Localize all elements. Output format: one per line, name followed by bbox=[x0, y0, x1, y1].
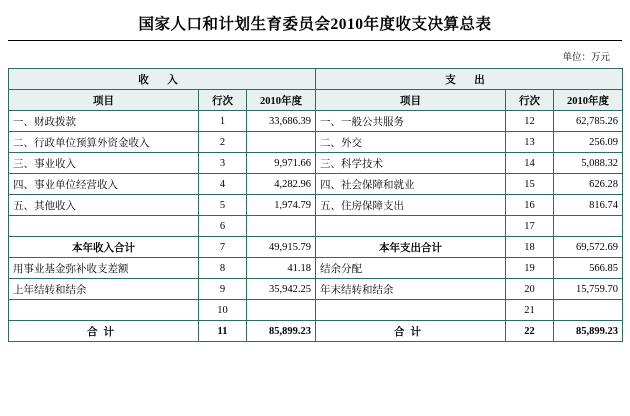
cell-rowno-left: 4 bbox=[199, 174, 247, 195]
cell-amount-left: 35,942.25 bbox=[247, 279, 316, 300]
group-header-income: 收 入 bbox=[9, 69, 316, 90]
cell-rowno-left: 7 bbox=[199, 237, 247, 258]
cell-item-left: 上年结转和结余 bbox=[9, 279, 199, 300]
cell-item-right: 一、一般公共服务 bbox=[316, 111, 506, 132]
table-group-header-row bbox=[9, 69, 623, 90]
page-title: 国家人口和计划生育委员会2010年度收支决算总表 bbox=[138, 16, 492, 33]
cell-rowno-left: 5 bbox=[199, 195, 247, 216]
column-header-rowno-left: 行次 bbox=[199, 90, 247, 111]
cell-item-left: 五、其他收入 bbox=[9, 195, 199, 216]
group-header-expenditure: 支 出 bbox=[316, 69, 623, 90]
table-row bbox=[9, 216, 623, 237]
cell-rowno-right: 20 bbox=[506, 279, 554, 300]
cell-amount-left bbox=[247, 300, 316, 321]
cell-rowno-left: 1 bbox=[199, 111, 247, 132]
cell-amount-left: 41.18 bbox=[247, 258, 316, 279]
cell-item-right: 合计 bbox=[316, 321, 506, 342]
table-row bbox=[9, 300, 623, 321]
cell-item-left: 合计 bbox=[9, 321, 199, 342]
cell-rowno-right: 18 bbox=[506, 237, 554, 258]
cell-item-left: 一、财政拨款 bbox=[9, 111, 199, 132]
cell-amount-left bbox=[247, 132, 316, 153]
cell-amount-left bbox=[247, 216, 316, 237]
cell-rowno-right: 22 bbox=[506, 321, 554, 342]
cell-item-right: 四、社会保障和就业 bbox=[316, 174, 506, 195]
cell-rowno-right: 17 bbox=[506, 216, 554, 237]
cell-item-left: 四、事业单位经营收入 bbox=[9, 174, 199, 195]
cell-amount-right bbox=[554, 216, 623, 237]
cell-rowno-right: 21 bbox=[506, 300, 554, 321]
table-row bbox=[9, 132, 623, 153]
table-row bbox=[9, 321, 623, 342]
cell-item-left: 二、行政单位预算外资金收入 bbox=[9, 132, 199, 153]
cell-amount-right: 15,759.70 bbox=[554, 279, 623, 300]
cell-rowno-right: 12 bbox=[506, 111, 554, 132]
cell-amount-right: 816.74 bbox=[554, 195, 623, 216]
table-row bbox=[9, 258, 623, 279]
cell-amount-left: 4,282.96 bbox=[247, 174, 316, 195]
cell-rowno-left: 10 bbox=[199, 300, 247, 321]
cell-rowno-right: 16 bbox=[506, 195, 554, 216]
cell-amount-right: 5,088.32 bbox=[554, 153, 623, 174]
table-row bbox=[9, 174, 623, 195]
cell-item-left: 用事业基金弥补收支差额 bbox=[9, 258, 199, 279]
cell-item-right: 二、外交 bbox=[316, 132, 506, 153]
cell-amount-right: 566.85 bbox=[554, 258, 623, 279]
cell-amount-left: 1,974.79 bbox=[247, 195, 316, 216]
cell-amount-left: 85,899.23 bbox=[247, 321, 316, 342]
cell-item-right bbox=[316, 300, 506, 321]
table-column-header-row bbox=[9, 90, 623, 111]
column-header-rowno-right: 行次 bbox=[506, 90, 554, 111]
budget-summary-table bbox=[8, 68, 623, 342]
cell-amount-right: 256.09 bbox=[554, 132, 623, 153]
cell-amount-right: 85,899.23 bbox=[554, 321, 623, 342]
cell-rowno-left: 8 bbox=[199, 258, 247, 279]
cell-rowno-right: 19 bbox=[506, 258, 554, 279]
cell-amount-right bbox=[554, 300, 623, 321]
cell-amount-left: 49,915.79 bbox=[247, 237, 316, 258]
column-header-item-left: 项目 bbox=[9, 90, 199, 111]
cell-rowno-right: 15 bbox=[506, 174, 554, 195]
cell-item-left bbox=[9, 300, 199, 321]
table-row bbox=[9, 111, 623, 132]
cell-item-right: 五、住房保障支出 bbox=[316, 195, 506, 216]
cell-item-right: 结余分配 bbox=[316, 258, 506, 279]
cell-rowno-right: 14 bbox=[506, 153, 554, 174]
cell-rowno-left: 9 bbox=[199, 279, 247, 300]
cell-amount-left: 9,971.66 bbox=[247, 153, 316, 174]
column-header-year-right: 2010年度 bbox=[554, 90, 623, 111]
cell-rowno-right: 13 bbox=[506, 132, 554, 153]
cell-item-left: 三、事业收入 bbox=[9, 153, 199, 174]
cell-item-right: 本年支出合计 bbox=[316, 237, 506, 258]
cell-item-right bbox=[316, 216, 506, 237]
cell-item-left bbox=[9, 216, 199, 237]
cell-amount-right: 62,785.26 bbox=[554, 111, 623, 132]
unit-note: 单位：万元 bbox=[562, 53, 610, 63]
cell-amount-right: 69,572.69 bbox=[554, 237, 623, 258]
cell-item-left: 本年收入合计 bbox=[9, 237, 199, 258]
table-row bbox=[9, 279, 623, 300]
table-row bbox=[9, 195, 623, 216]
cell-amount-right: 626.28 bbox=[554, 174, 623, 195]
cell-rowno-left: 3 bbox=[199, 153, 247, 174]
cell-amount-left: 33,686.39 bbox=[247, 111, 316, 132]
cell-rowno-left: 6 bbox=[199, 216, 247, 237]
column-header-item-right: 项目 bbox=[316, 90, 506, 111]
cell-rowno-left: 2 bbox=[199, 132, 247, 153]
column-header-year-left: 2010年度 bbox=[247, 90, 316, 111]
cell-rowno-left: 11 bbox=[199, 321, 247, 342]
cell-item-right: 三、科学技术 bbox=[316, 153, 506, 174]
table-row bbox=[9, 237, 623, 258]
cell-item-right: 年末结转和结余 bbox=[316, 279, 506, 300]
table-row bbox=[9, 153, 623, 174]
